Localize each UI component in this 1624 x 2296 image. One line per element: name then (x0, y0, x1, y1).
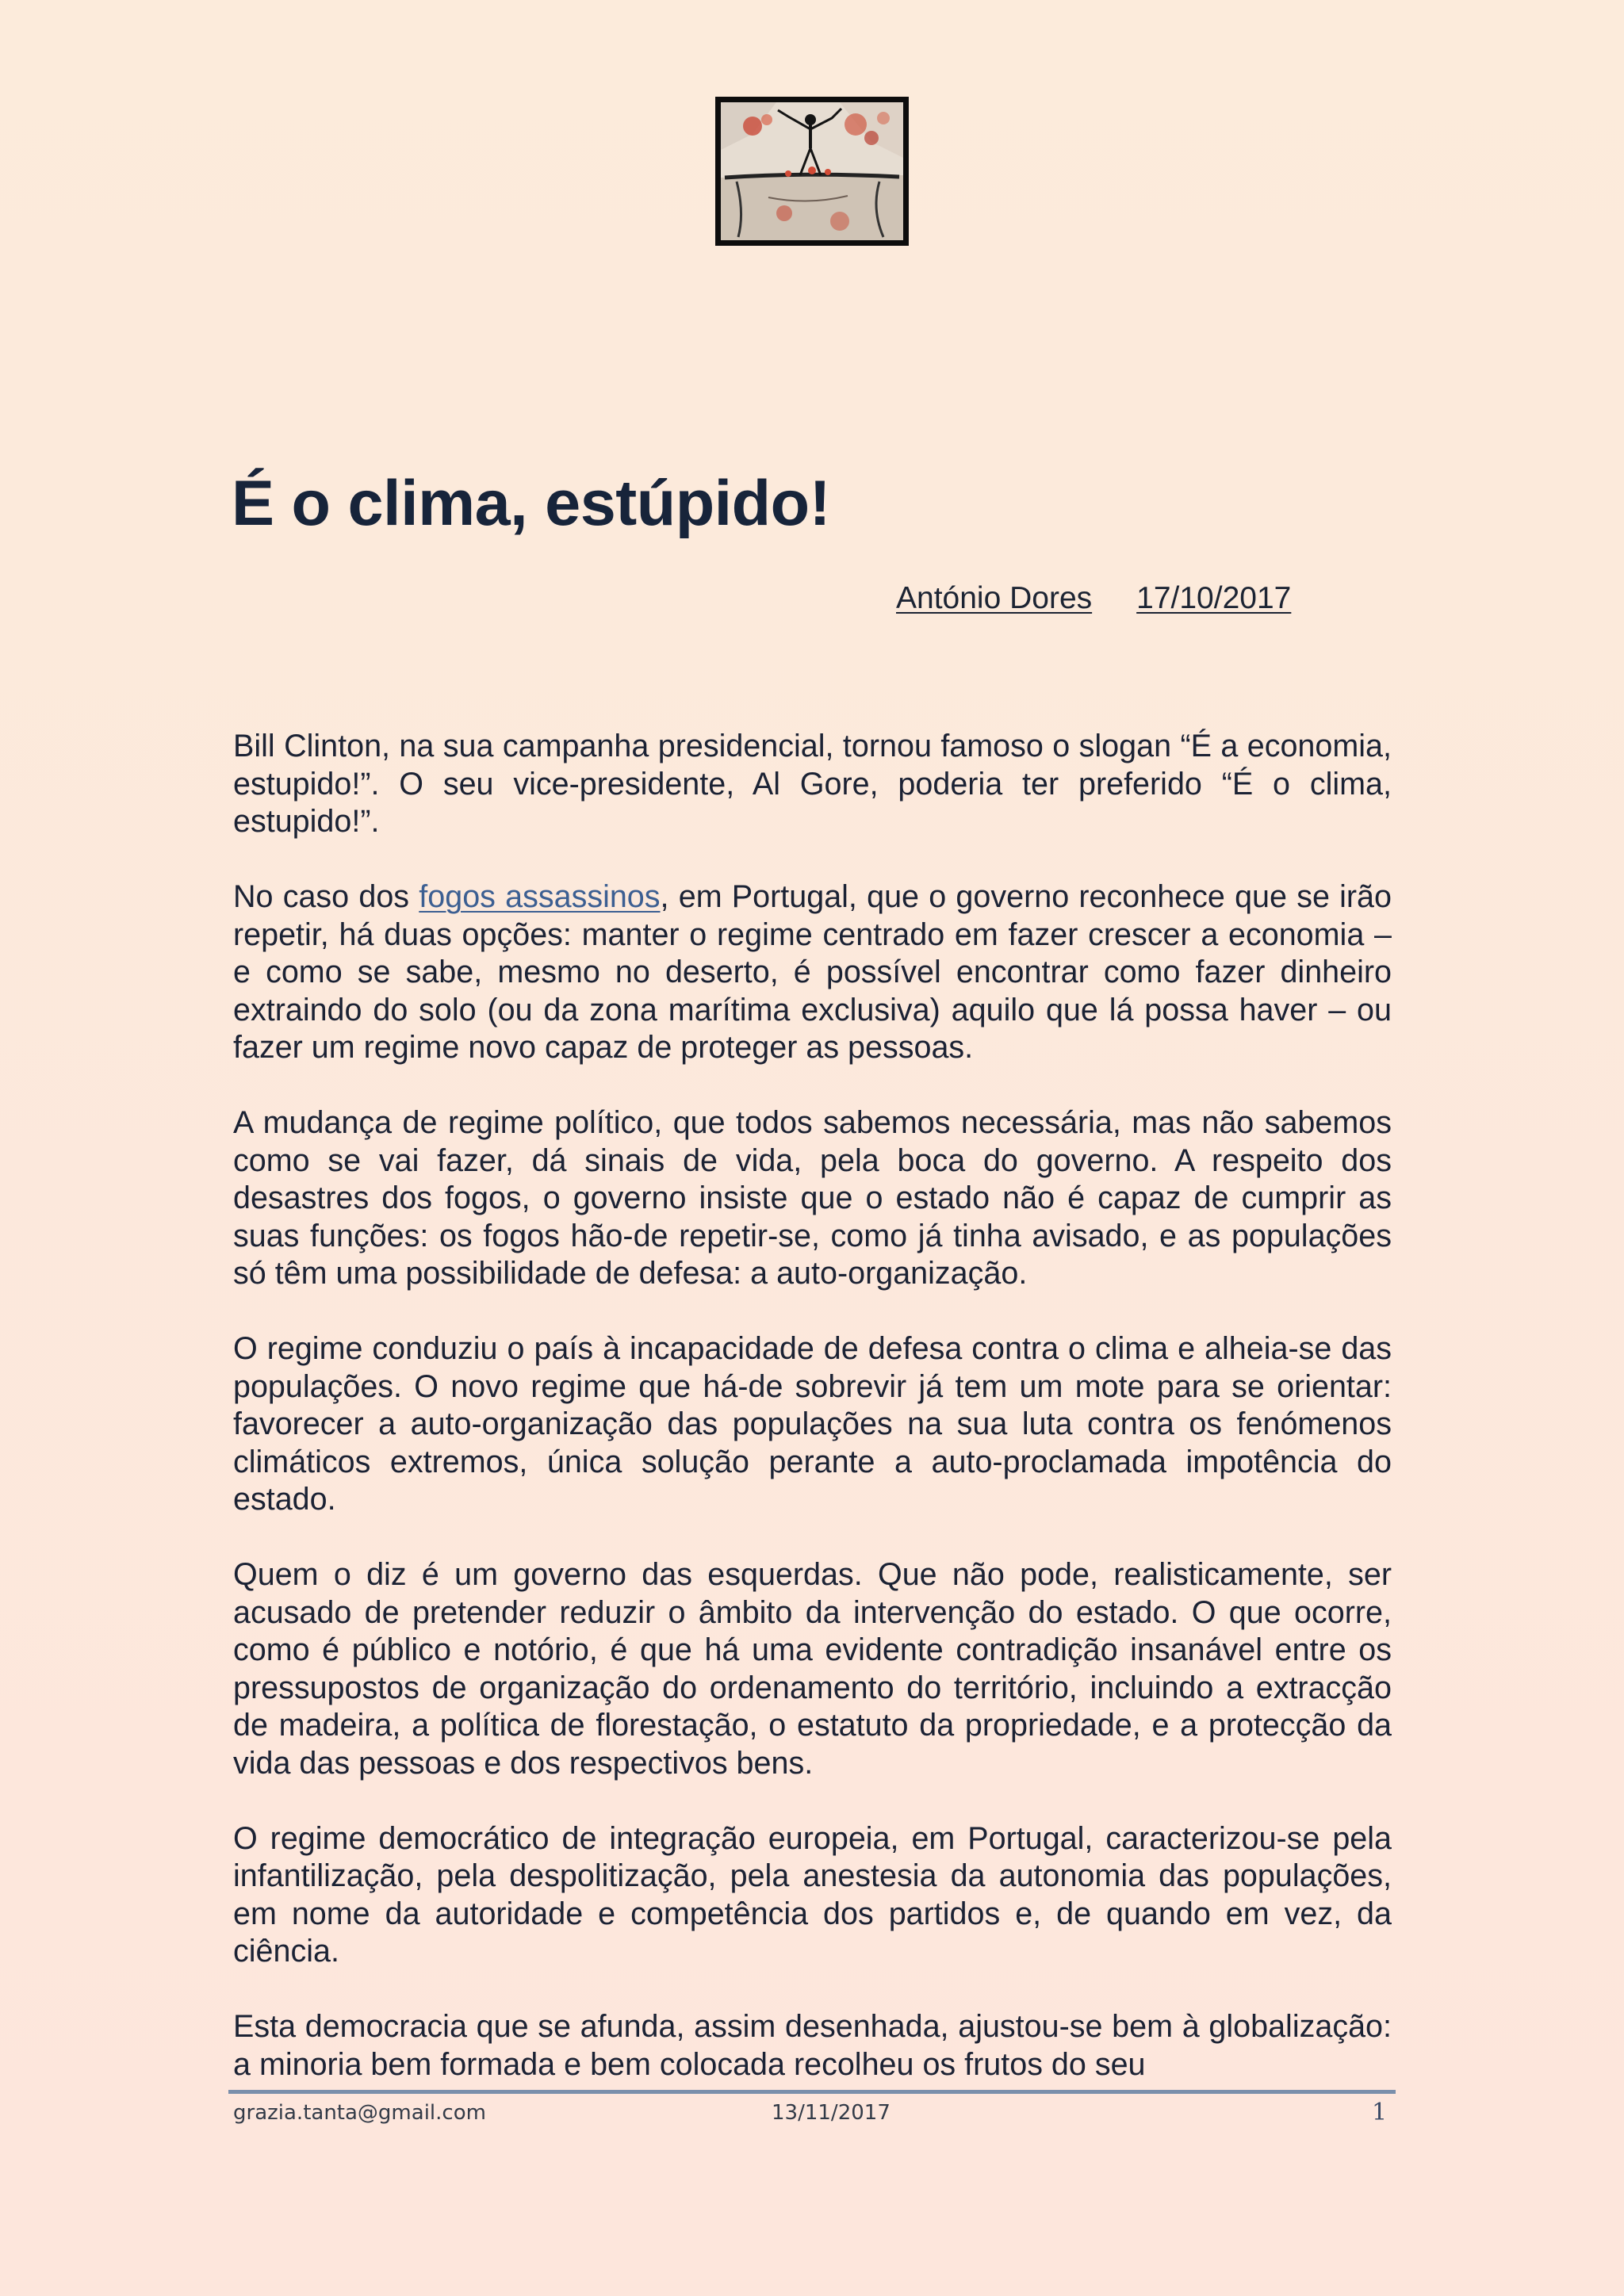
tightrope-figure-painting-icon (721, 102, 903, 240)
paragraph-text: No caso dos (233, 879, 419, 914)
paragraph: O regime democrático de integração europeia, em Portugal, caracterizou-se pela infantilização, pela despolitização, pela anestesia da autonomia das populações, em nome da autoridade e competência dos partidos e, de quando em vez, da ciência. (233, 1820, 1392, 1969)
article-title: É o clima, estúpido! (232, 468, 831, 539)
paragraph: Esta democracia que se afunda, assim desenhada, ajustou-se bem à globalização: a minoria bem formada e bem colocada recolheu os frutos do seu (233, 2009, 1392, 2082)
paragraph: A mudança de regime político, que todos sabemos necessária, mas não sabemos como se vai fazer, dá sinais de vida, pela boca do governo. A respeito dos desastres dos fogos, o governo insiste que o estado não é capaz de cumprir as suas funções: os fogos hão-de repetir-se, como já tinha avisado, e as populações só têm uma possibilidade de defesa: a auto-organização. (233, 1105, 1392, 1291)
footer-email: grazia.tanta@gmail.com (233, 2101, 486, 2125)
paragraph (233, 878, 1392, 1067)
publish-date: 17/10/2017 (1136, 581, 1292, 615)
paragraph: Bill Clinton, na sua campanha presidencial, tornou famoso o slogan “É a economia, estupido!”. O seu vice-presidente, Al Gore, poderia ter preferido “É o clima, estupido!”. (233, 729, 1392, 839)
byline (896, 579, 1291, 618)
fogos-assassinos-link[interactable]: fogos assassinos (419, 879, 661, 914)
paragraph-text: , em Portugal, que o governo reconhece que se irão repetir, há duas opções: manter o regime centrado em fazer crescer a economia – e como se sabe, mesmo no deserto, é possível encontrar como fazer dinheiro extraindo do solo (ou da zona marítima exclusiva) aquilo que lá possa haver – ou fazer um regime novo capaz de proteger as pessoas. (233, 879, 1392, 1065)
paragraph: Quem o diz é um governo das esquerdas. Que não pode, realisticamente, ser acusado de pretender reduzir o âmbito da intervenção do estado. O que ocorre, como é público e notório, é que há uma evidente contradição insanável entre os pressupostos de organização do ordenamento do território, incluindo a extracção de madeira, a política de florestação, o estatuto da propriedade, e a protecção da vida das pessoas e dos respectivos bens. (233, 1557, 1392, 1781)
article-body (233, 728, 1392, 2122)
footer-date: 13/11/2017 (772, 2101, 891, 2125)
footer-divider (228, 2090, 1396, 2094)
page-number: 1 (1372, 2099, 1388, 2126)
paragraph: O regime conduziu o país à incapacidade de defesa contra o clima e alheia-se das populações. O novo regime que há-de sobrevir já tem um mote para se orientar: favorecer a auto-organização das populações na sua luta contra os fenómenos climáticos extremos, única solução perante a auto-proclamada impotência do estado. (233, 1331, 1392, 1517)
logo-image (715, 97, 909, 246)
author-name: António Dores (896, 581, 1093, 615)
